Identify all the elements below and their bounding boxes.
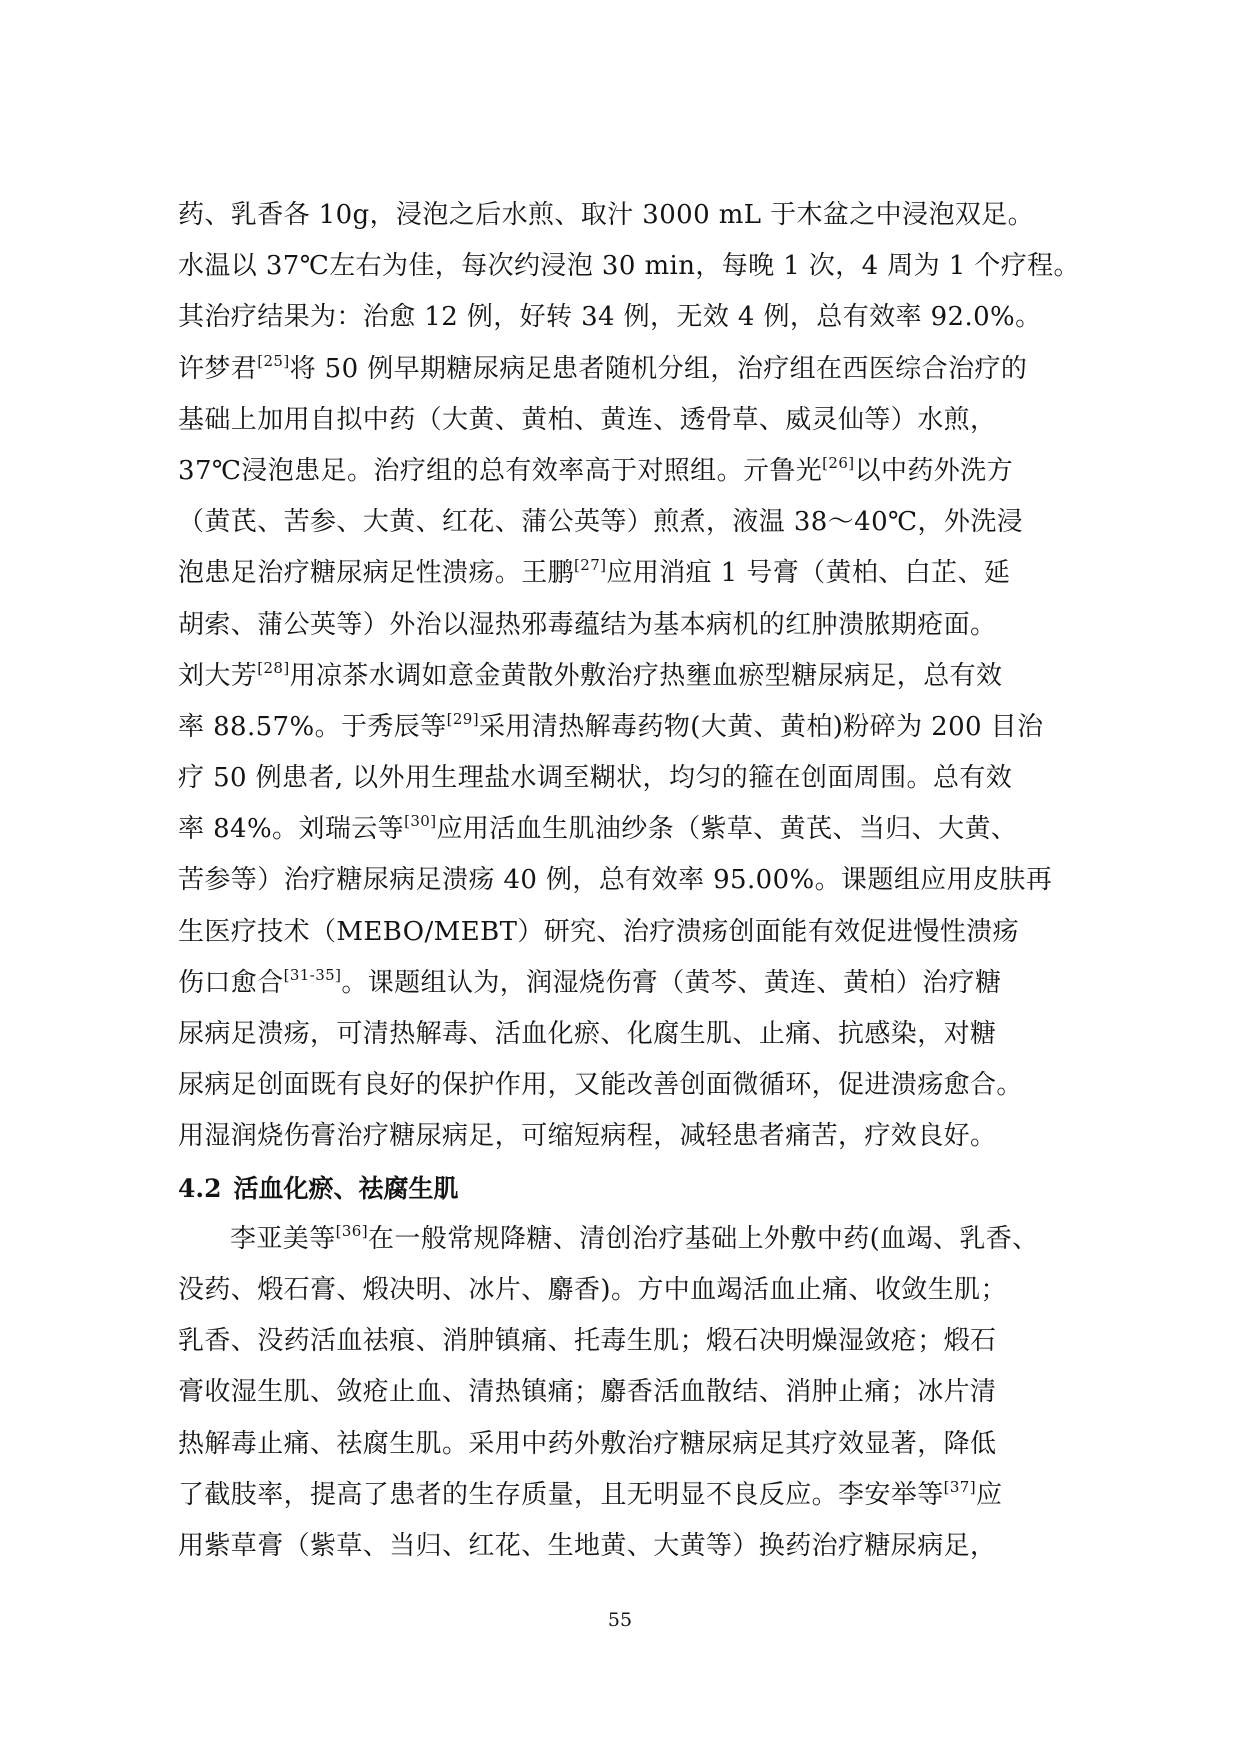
citation-ref: [31-35]	[283, 965, 342, 984]
text-line	[178, 1111, 1078, 1162]
text-run: 疗 50 例患者, 以外用生理盐水调至糊状，均匀的箍在创面周围。总有效	[178, 763, 1013, 794]
section-heading	[178, 1163, 1078, 1214]
text-run: 率 88.57%。于秀辰等	[178, 711, 447, 742]
text-line	[178, 190, 1078, 241]
section-number: 4.2	[178, 1173, 222, 1203]
text-line	[178, 548, 1078, 599]
text-line	[178, 1265, 1078, 1316]
citation-ref: [37]	[943, 1477, 977, 1496]
text-run: 应用活血生肌油纱条（紫草、黄芪、当归、大黄、	[436, 814, 1018, 845]
paragraph-1	[178, 190, 1078, 1163]
text-run: 将 50 例早期糖尿病足患者随机分组，治疗组在西医综合治疗的	[289, 353, 1028, 384]
text-run: 生医疗技术（MEBO/MEBT）研究、治疗溃疡创面能有效促进慢性溃疡	[178, 916, 1019, 947]
text-run: 苦参等）治疗糖尿病足溃疡 40 例，总有效率 95.00%。课题组应用皮肤再	[178, 865, 1053, 896]
text-line	[178, 1419, 1078, 1470]
body-text	[178, 190, 1078, 1572]
text-run: 。课题组认为，润湿烧伤膏（黄芩、黄连、黄柏）治疗糖	[341, 967, 1002, 998]
citation-ref: [28]	[257, 658, 290, 677]
text-run: 泡患足治疗糖尿病足性溃疡。王鹏	[178, 558, 575, 589]
text-run: 刘大芳	[178, 660, 258, 691]
text-run: 用湿润烧伤膏治疗糖尿病足，可缩短病程，减轻患者痛苦，疗效良好。	[178, 1121, 997, 1152]
text-line	[178, 1214, 1078, 1265]
text-line	[178, 600, 1078, 651]
text-line	[178, 497, 1078, 548]
text-run: 热解毒止痛、祛腐生肌。采用中药外敷治疗糖尿病足其疗效显著，降低	[178, 1428, 997, 1459]
text-run: 没药、煅石膏、煅决明、冰片、麝香)。方中血竭活血止痛、收敛生肌；	[178, 1274, 1007, 1305]
text-run: 李亚美等	[230, 1223, 336, 1254]
text-run: 乳香、没药活血祛痕、消肿镇痛、托毒生肌；煅石决明燥湿敛疮；煅石	[178, 1326, 997, 1357]
text-line	[178, 292, 1078, 343]
text-run: 许梦君	[178, 353, 258, 384]
text-line	[178, 241, 1078, 292]
text-run: 基础上加用自拟中药（大黄、黄柏、黄连、透骨草、威灵仙等）水煎，	[178, 404, 997, 435]
text-run: 37℃浸泡患足。治疗组的总有效率高于对照组。亓鲁光	[178, 455, 823, 486]
text-line	[178, 1521, 1078, 1572]
text-run: 应	[976, 1479, 1003, 1510]
text-run: 了截肢率，提高了患者的生存质量，且无明显不良反应。李安举等	[178, 1479, 944, 1510]
section-title: 活血化瘀、祛腐生肌	[233, 1173, 459, 1203]
text-line	[178, 1316, 1078, 1367]
text-line	[178, 1009, 1078, 1060]
text-line	[178, 855, 1078, 906]
text-run: 应用消疽 1 号膏（黄柏、白芷、延	[606, 558, 1011, 589]
text-line	[178, 804, 1078, 855]
text-line	[178, 1060, 1078, 1111]
text-line	[178, 651, 1078, 702]
text-run: 尿病足创面既有良好的保护作用，又能改善创面微循环，促进溃疡愈合。	[178, 1070, 1023, 1101]
text-run: 采用清热解毒药物(大黄、黄柏)粉碎为 200 目治	[479, 711, 1044, 742]
citation-ref: [36]	[335, 1221, 369, 1240]
text-run: 药、乳香各 10g，浸泡之后水煎、取汁 3000 mL 于木盆之中浸泡双足。	[178, 200, 1035, 230]
text-run: 在一般常规降糖、清创治疗基础上外敷中药(血竭、乳香、	[368, 1223, 1039, 1254]
citation-ref: [25]	[257, 351, 290, 370]
text-line	[178, 1367, 1078, 1418]
text-run: 其治疗结果为：治愈 12 例，好转 34 例，无效 4 例，总有效率 92.0%。	[178, 302, 1042, 333]
citation-ref: [30]	[404, 812, 437, 831]
paragraph-2	[178, 1214, 1078, 1572]
text-run: 尿病足溃疡，可清热解毒、活血化瘀、化腐生肌、止痛、抗感染，对糖	[178, 1019, 997, 1049]
citation-ref: [29]	[446, 709, 480, 728]
text-line	[178, 958, 1078, 1009]
text-line	[178, 702, 1078, 753]
text-line	[178, 446, 1078, 497]
text-run: 率 84%。刘瑞云等	[178, 814, 405, 845]
text-run: 以中药外洗方	[854, 455, 1013, 486]
citation-ref: [27]	[574, 556, 607, 575]
text-run: （黄芪、苦参、大黄、红花、蒲公英等）煎煮，液温 38～40℃，外洗浸	[178, 507, 1024, 538]
text-line	[178, 344, 1078, 395]
text-run: 用紫草膏（紫草、当归、红花、生地黄、大黄等）换药治疗糖尿病足，	[178, 1530, 997, 1561]
citation-ref: [26]	[822, 453, 855, 472]
text-run: 伤口愈合	[178, 967, 284, 998]
text-run: 胡索、蒲公英等）外治以湿热邪毒蕴结为基本病机的红肿溃脓期疮面。	[178, 609, 997, 640]
text-run: 用凉茶水调如意金黄散外敷治疗热壅血瘀型糖尿病足，总有效	[289, 660, 1003, 691]
text-line	[178, 753, 1078, 804]
text-run: 膏收湿生肌、敛疮止血、清热镇痛；麝香活血散结、消肿止痛；冰片清	[178, 1377, 997, 1408]
text-line	[178, 1470, 1078, 1521]
text-run: 水温以 37℃左右为佳，每次约浸泡 30 min，每晚 1 次，4 周为 1 个疗程。	[178, 251, 1080, 282]
text-line	[178, 907, 1078, 958]
text-line	[178, 395, 1078, 446]
page-number: 55	[607, 1609, 633, 1631]
